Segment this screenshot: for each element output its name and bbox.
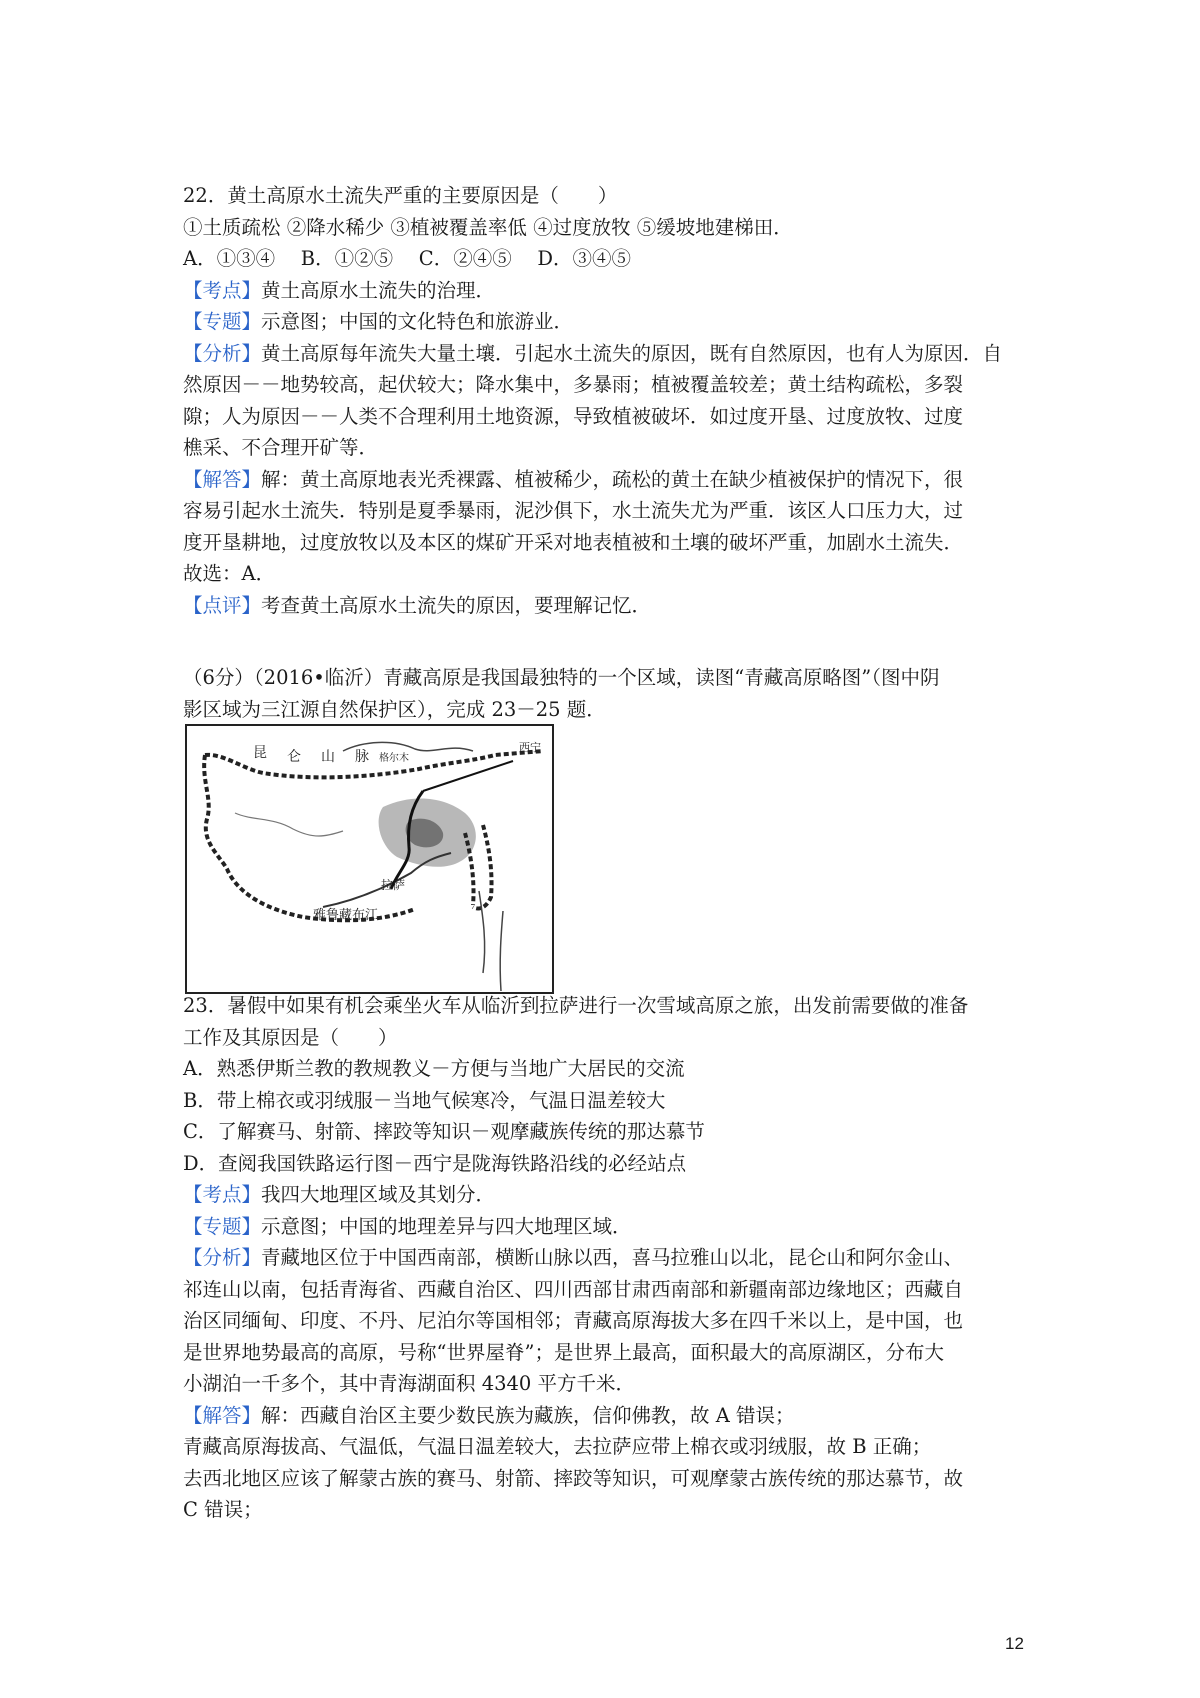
jieda-text: 度开垦耕地，过度放牧以及本区的煤矿开采对地表植被和土壤的破坏严重，加剧水土流失． [183, 530, 964, 554]
fenxi-line [183, 338, 1023, 370]
zhuanti-tag: 【专题】 [183, 1214, 262, 1238]
jieda-tag: 【解答】 [183, 467, 262, 491]
zhuanti-tag: 【专题】 [183, 310, 262, 333]
map-label: 雅鲁藏布江 [313, 908, 379, 923]
fenxi-text: 樵采、不合理开矿等． [183, 436, 379, 459]
dianping-text: 考查黄土高原水土流失的原因，要理解记忆． [261, 593, 652, 617]
option-c: C．了解赛马、射箭、摔跤等知识－观摩藏族传统的那达慕节 [183, 1120, 705, 1143]
fenxi-text: 治区同缅甸、印度、不丹、尼泊尔等国相邻；青藏高原海拔大多在四千米以上，是中国，也 [183, 1309, 964, 1332]
kaodian-tag: 【考点】 [183, 278, 262, 302]
kaodian-line [183, 1179, 1023, 1211]
fenxi-text: 青藏地区位于中国西南部，横断山脉以西，喜马拉雅山以北，昆仑山和阿尔金山、 [261, 1246, 964, 1269]
boundary [235, 813, 343, 836]
fenxi-text: 然原因－－地势较高，起伏较大；降水集中，多暴雨；植被覆盖较差；黄土结构疏松，多裂 [183, 373, 964, 396]
jieda-text: 解：黄土高原地表光秃裸露、植被稀少，疏松的黄土在缺少植被保护的情况下，很 [261, 467, 964, 491]
fenxi-tag: 【分析】 [183, 341, 262, 365]
zhuanti-text: 示意图；中国的文化特色和旅游业． [261, 310, 574, 333]
question-title: 工作及其原因是（ ） [183, 1025, 398, 1049]
fenxi-text: 是世界地势最高的高原，号称“世界屋脊”；是世界上最高，面积最大的高原湖区，分布大 [183, 1340, 944, 1364]
boundary [479, 891, 503, 991]
fenxi-line [183, 1242, 1023, 1274]
intro-line: 影区域为三江源自然保护区），完成 23－25 题． [183, 697, 606, 721]
fenxi-tag: 【分析】 [183, 1246, 262, 1269]
dianping-line [183, 590, 1023, 622]
kaodian-text: 黄土高原水土流失的治理． [261, 278, 496, 302]
kaodian-text: 我四大地理区域及其划分． [261, 1183, 496, 1206]
kaodian-line [183, 275, 1023, 307]
question-22 [183, 180, 1023, 621]
option-a: A．熟悉伊斯兰教的教规教义－方便与当地广大居民的交流 [183, 1057, 685, 1080]
dianping-tag: 【点评】 [183, 593, 262, 617]
intro-line: （6分）（2016•临沂）青藏高原是我国最独特的一个区域，读图“青藏高原略图”（图中阴 [183, 666, 940, 689]
zhuanti-line [183, 306, 1023, 338]
map-label: 拉萨 [381, 878, 406, 892]
jieda-text: 容易引起水土流失．特别是夏季暴雨，泥沙俱下，水土流失尤为严重．该区人口压力大，过 [183, 499, 964, 522]
jieda-text: 解：西藏自治区主要少数民族为藏族，信仰佛教，故 A 错误； [261, 1403, 795, 1427]
map-label: 山 [321, 749, 335, 765]
fenxi-text: 小湖泊一千多个，其中青海湖面积 4340 平方千米． [183, 1372, 636, 1395]
option-b: B．带上棉衣或羽绒服－当地气候寒冷，气温日温差较大 [183, 1088, 666, 1112]
section-intro [183, 662, 1023, 725]
zhuanti-text: 示意图；中国的地理差异与四大地理区域． [261, 1214, 632, 1238]
jieda-text: 故选：A． [183, 562, 276, 585]
fenxi-text: 隙；人为原因－－人类不合理利用土地资源，导致植被破坏．如过度开垦、过度放牧、过度 [183, 404, 964, 428]
question-items: ①土质疏松 ②降水稀少 ③植被覆盖率低 ④过度放牧 ⑤缓坡地建梯田． [183, 215, 793, 239]
map-label: 仑 [287, 749, 301, 765]
jieda-text: 青藏高原海拔高、气温低，气温日温差较大，去拉萨应带上棉衣或羽绒服，故 B 正确； [183, 1435, 932, 1458]
fenxi-text: 黄土高原每年流失大量土壤．引起水土流失的原因，既有自然原因，也有人为原因．自 [261, 341, 1003, 365]
fenxi-text: 祁连山以南，包括青海省、西藏自治区、四川西部甘肃西南部和新疆南部边缘地区；西藏自 [183, 1277, 964, 1301]
jieda-line [183, 464, 1023, 496]
jieda-text: C 错误； [183, 1498, 263, 1521]
jieda-tag: 【解答】 [183, 1403, 262, 1427]
question-23 [183, 990, 1023, 1526]
jieda-text: 去西北地区应该了解蒙古族的赛马、射箭、摔跤等知识，可观摩蒙古族传统的那达慕节，故 [183, 1466, 964, 1490]
map-label: 格尔木 [379, 753, 409, 764]
map-label: 昆 [253, 745, 267, 761]
zhuanti-line [183, 1211, 1023, 1243]
map-label: 脉 [355, 749, 369, 765]
jieda-line [183, 1400, 1023, 1432]
kaodian-tag: 【考点】 [183, 1183, 262, 1206]
page-number: 12 [1005, 1634, 1024, 1653]
option-d: D．查阅我国铁路运行图－西宁是陇海铁路沿线的必经站点 [183, 1151, 687, 1175]
question-title: 22．黄土高原水土流失严重的主要原因是（ ） [183, 184, 618, 207]
qinghai-tibet-map [183, 721, 589, 995]
question-title: 23．暑假中如果有机会乘坐火车从临沂到拉萨进行一次雪域高原之旅，出发前需要做的准备 [183, 994, 969, 1017]
question-options: A．①③④ B．①②⑤ C．②④⑤ D．③④⑤ [183, 247, 632, 270]
map-label: 西宁 [519, 741, 541, 754]
